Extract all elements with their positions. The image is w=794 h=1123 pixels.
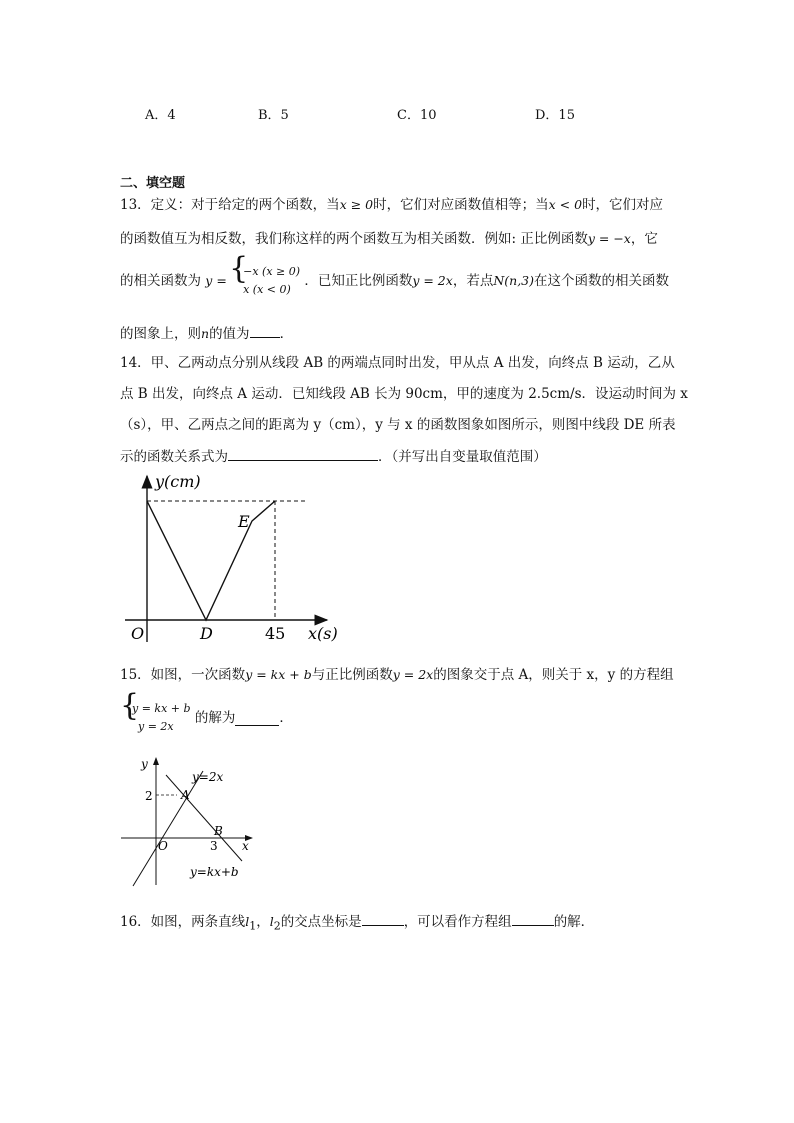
y-axis-label: y: [141, 757, 148, 771]
tick-2-label: 2: [145, 789, 153, 803]
line-y-2x-label: y=2x: [192, 770, 224, 784]
q15-answer-blank[interactable]: [235, 711, 279, 726]
q14-graph: [125, 470, 345, 645]
q14-line-4: 示的函数关系式为 ．（并写出自变量取值范围）: [120, 446, 547, 467]
section-title: 二、填空题: [120, 176, 186, 191]
q14-line-2: 点 B 出发，向终点 A 运动．已知线段 AB 长为 90cm，甲的速度为 2.5cm/s．设运动时间为 x: [120, 386, 688, 402]
q15-system: { y = kx + b y = 2x: [120, 688, 191, 733]
q14-line-1: 14．甲、乙两动点分别从线段 AB 的两端点同时出发，甲从点 A 出发，向终点 B 运动，乙从: [120, 355, 675, 371]
q15-line-2: { y = kx + b y = 2x 的解为 ．: [120, 700, 293, 740]
q13-cond1: x ≥ 0: [339, 197, 374, 212]
brace-icon: {: [229, 251, 249, 286]
q13-line-1: 13．定义：对于给定的两个函数，当x ≥ 0时，它们对应函数值相等；当x < 0时，它们对应: [120, 197, 664, 213]
choice-b: B．5: [258, 108, 289, 123]
q13-cond2: x < 0: [548, 197, 583, 212]
q13-line-2: 的函数值互为相反数，我们称这样的两个函数互为相关函数．例如: 正比例函数y = −x，它: [120, 231, 658, 247]
x-label: x(s): [308, 624, 338, 643]
point-d-label: D: [200, 624, 213, 643]
line-y-kx-b: [166, 775, 242, 861]
q13-line-4: 的图象上，则n的值为 ．: [120, 323, 293, 344]
point-e-label: E: [238, 512, 250, 531]
line-y-kx-b-label: y=kx+b: [190, 865, 239, 879]
q16-blank-2[interactable]: [512, 911, 554, 926]
q14-answer-blank[interactable]: [228, 446, 378, 461]
q16-line: 16．如图，两条直线$l_1$，$l_2$的交点坐标是 ，可以看作方程组 的解．: [120, 911, 594, 937]
q15-line-1: 15．如图，一次函数y = kx + b与正比例函数y = 2x的图象交于点 A，则关于 x，y 的方程组: [120, 667, 674, 683]
point-a-label: A: [181, 788, 190, 802]
function-graph: [147, 501, 275, 620]
brace-icon: {: [120, 688, 140, 723]
y-label: y(cm): [155, 472, 201, 491]
choice-a: A．4: [145, 108, 176, 123]
tick-3-label: 3: [210, 839, 218, 853]
q15-graph: [118, 755, 258, 890]
q13-piecewise: { −x (x ≥ 0) x (x < 0): [229, 251, 301, 296]
q13-example-func: y = −x: [587, 231, 631, 246]
choice-d: D．15: [535, 108, 575, 123]
q13-line-3: 的相关函数为 y = { −x (x ≥ 0) x (x < 0) ．已知正比例函数y = 2x，若点N(n,3)在这个函数的相关函数: [120, 263, 669, 303]
x-axis-label: x: [242, 839, 249, 853]
q13-answer-blank[interactable]: [250, 323, 280, 338]
choice-c: C．10: [397, 108, 437, 123]
q16-blank-1[interactable]: [362, 911, 404, 926]
origin-label: O: [158, 839, 168, 853]
origin-label: O: [131, 624, 145, 643]
tick-45-label: 45: [265, 624, 286, 643]
q14-line-3: （s），甲、乙两点之间的距离为 y（cm），y 与 x 的函数图象如图所示，则图中线段 DE 所表: [120, 417, 676, 433]
point-b-label: B: [214, 824, 223, 838]
